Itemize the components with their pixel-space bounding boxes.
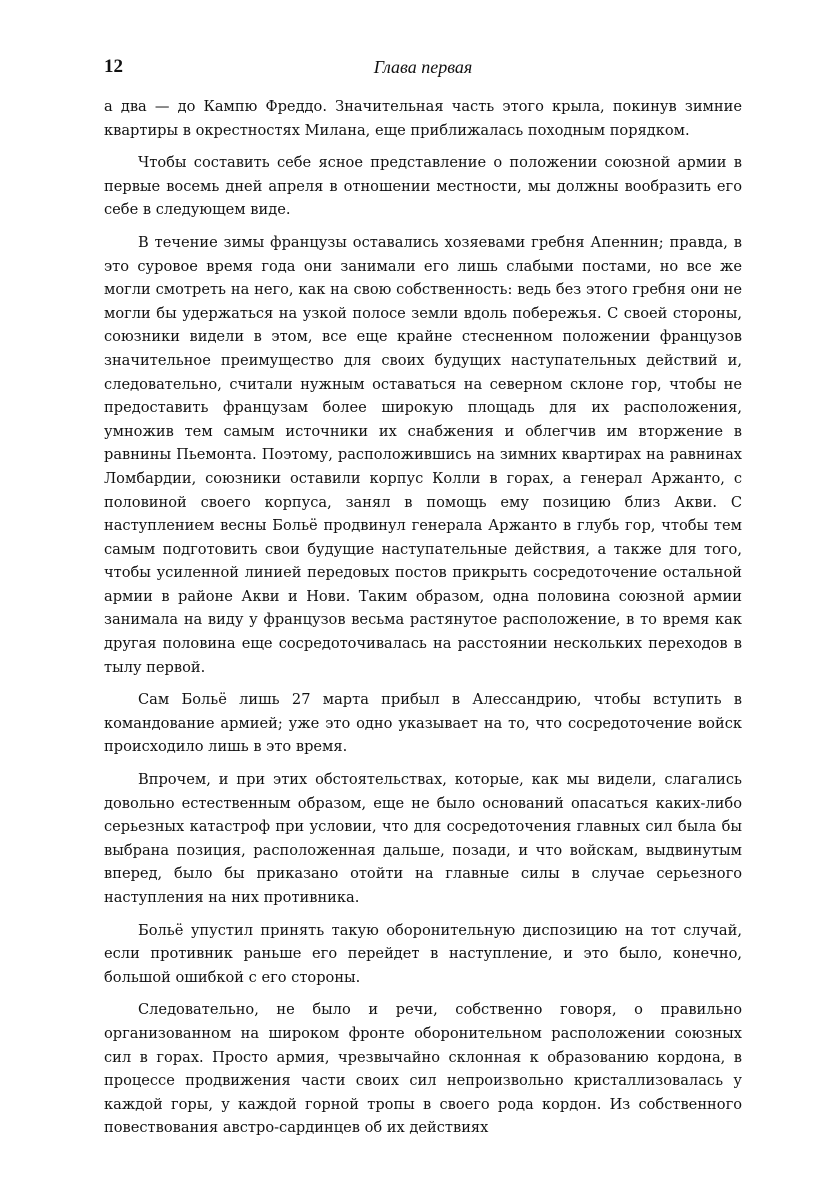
paragraph: Чтобы составить себе ясное представление о положении союзной армии в первые восемь дней апреля в отношении местности, мы должны вообразить его себе в следующем виде. xyxy=(104,154,742,219)
paragraph: Следовательно, не было и речи, собственно говоря, о правильно организованном на широком фронте оборонительном расположении союзных сил в горах. Просто армия, чрезвычайно склонная к образованию кордона, в процессе продвижения части своих сил непроизвольно кристаллизовалась у каждой горы, у каждой горной тропы в своего рода кордон. Из собственного повествования австро-сардинцев об их действиях xyxy=(104,1001,742,1137)
running-title: Глава первая xyxy=(373,57,473,77)
paragraph: В течение зимы французы оставались хозяевами гребня Апеннин; правда, в это суровое время года они занимали его лишь слабыми постами, но все же могли смотреть на него, как на свою собственность: ведь без этого гребня они не могли бы удержаться на узкой полосе земли вдоль побережья. С своей стороны, союзники видели в этом, все еще крайне стесненном положении французов значительное преимущество для своих будущих наступательных действий и, следовательно, считали нужным оставаться на северном склоне гор, чтобы не предоставить французам более широкую площадь для их расположения, умножив тем самым источники их снабжения и облегчив им вторжение в равнины Пьемонта. Поэтому, расположившись на зимних квартирах на равнинах Ломбардии, союзники оставили корпус Колли в горах, а генерал Аржанто, с половиной своего корпуса, занял в помощь ему позицию близ Акви. С наступлением весны Больё продвинул генерала Аржанто в глубь гор, чтобы тем самым подготовить свои будущие наступательные действия, а также для того, чтобы усиленной линией передовых постов прикрыть сосредоточение остальной армии в районе Акви и Нови. Таким образом, одна половина союзной армии занимала на виду у французов весьма растянутое расположение, в то время как другая половина еще сосредоточивалась на расстоянии нескольких переходов в тылу первой. xyxy=(104,233,742,676)
paragraph: а два — до Кампю Фреддо. Значительная часть этого крыла, покинув зимние квартиры в окрестностях Милана, еще приближалась походным порядком. xyxy=(104,98,742,139)
page-number: 12 xyxy=(104,56,123,77)
paragraph: Впрочем, и при этих обстоятельствах, которые, как мы видели, слагались довольно естественным образом, еще не было оснований опасаться каких-либо серьезных катастроф при условии, что для сосредоточения главных сил была бы выбрана позиция, расположенная дальше, позади, и что войскам, выдвинутым вперед, было бы приказано отойти на главные силы в случае серьезного наступления на них противника. xyxy=(104,771,742,906)
paragraph: Больё упустил принять такую оборонительную диспозицию на тот случай, если противник раньше его перейдет в наступление, и это было, конечно, большой ошибкой с его стороны. xyxy=(104,921,742,986)
body-text xyxy=(104,95,742,1149)
page-header xyxy=(104,56,742,80)
paragraph: Сам Больё лишь 27 марта прибыл в Алессандрию, чтобы вступить в командование армией; уже это одно указывает на то, что сосредоточение войск происходило лишь в это время. xyxy=(104,691,742,756)
